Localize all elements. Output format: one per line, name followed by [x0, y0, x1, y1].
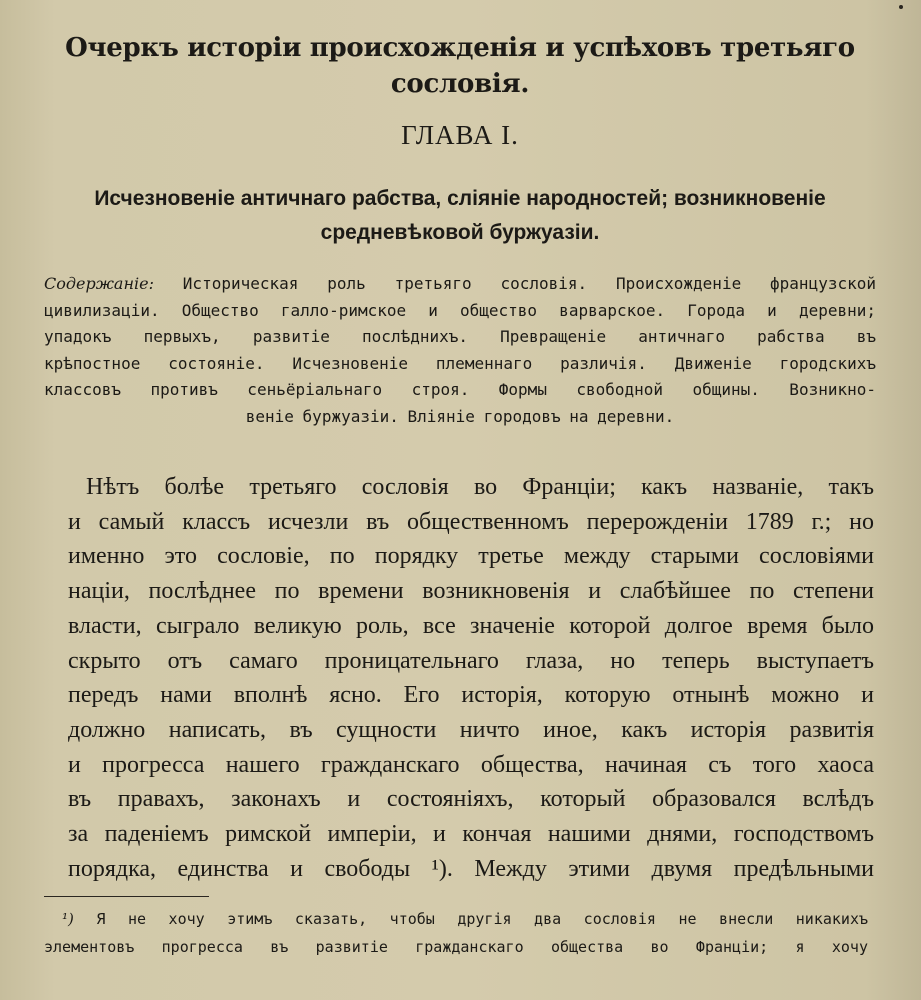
footnote-line: элементовъ прогресса въ развитіе гражданскаго общества во Франціи; я хочу: [44, 938, 868, 956]
summary-label: Содержаніе:: [44, 274, 154, 293]
body-text: [68, 470, 874, 886]
body-line: порядка, единства и свободы ¹). Между этими двумя предѣльными: [68, 855, 874, 882]
summary-line: упадокъ первыхъ, развитіе послѣднихъ. Превращеніе античнаго рабства въ: [44, 327, 876, 346]
footnote-marker: ¹): [62, 910, 74, 928]
body-line: въ правахъ, законахъ и состояніяхъ, который образовался вслѣдъ: [68, 786, 874, 813]
body-line: власти, сыграло великую роль, все значеніе которой долгое время было: [68, 612, 874, 639]
footnote-line: ¹) Я не хочу этимъ сказать, чтобы другія два сословія не внесли никакихъ: [62, 910, 869, 928]
title-line-1: Очеркъ исторіи происхожденія и успѣховъ третьяго: [65, 33, 855, 63]
title-line-2: сословія.: [390, 69, 530, 99]
chapter-heading: ГЛАВА I.: [401, 120, 519, 150]
body-line: націи, послѣднее по времени возникновенія и слабѣйшее по степени: [68, 578, 874, 605]
subtitle-line-1: Исчезновеніе античнаго рабства, сліяніе народностей; возникновеніе: [94, 187, 826, 210]
ink-spot: [899, 5, 903, 9]
body-line: и прогресса нашего гражданскаго общества, начиная съ того хаоса: [68, 751, 874, 778]
body-line: и самый классъ исчезли въ общественномъ перерожденіи 1789 г.; но: [68, 508, 874, 535]
body-line: передъ нами вполнѣ ясно. Его исторія, которую отнынѣ можно и: [68, 682, 874, 709]
summary-line: крѣпостное состояніе. Исчезновеніе племеннаго различія. Движеніе городскихъ: [44, 353, 876, 373]
summary-line: веніе буржуазіи. Вліяніе городовъ на деревни.: [245, 406, 675, 426]
chapter-summary: [44, 271, 876, 430]
body-line: скрыто отъ самаго проницательнаго глаза, но теперь выступаетъ: [68, 647, 874, 674]
footnotes: [44, 905, 868, 961]
subtitle-line-2: средневѣковой буржуазіи.: [320, 221, 600, 244]
chapter-subtitle: [40, 182, 880, 250]
page-title: [30, 30, 890, 102]
body-line: Нѣтъ болѣе третьяго сословія во Франціи; какъ названіе, такъ: [86, 474, 874, 500]
summary-line: классовъ противъ сеньёріальнаго строя. Формы свободной общины. Возникно-: [44, 380, 876, 399]
footnote-divider: [44, 896, 209, 897]
body-line: именно это сословіе, по порядку третье между старыми сословіями: [68, 543, 874, 570]
summary-line: Содержаніе: Историческая роль третьяго сословія. Происхожденіе французской: [44, 274, 876, 293]
body-line: за паденіемъ римской имперіи, и кончая нашими днями, господствомъ: [68, 821, 874, 848]
body-line: должно написать, въ сущности ничто иное, какъ исторія развитія: [68, 716, 874, 743]
summary-line: цивилизаціи. Общество галло-римское и общество варварское. Города и деревни;: [44, 300, 876, 320]
